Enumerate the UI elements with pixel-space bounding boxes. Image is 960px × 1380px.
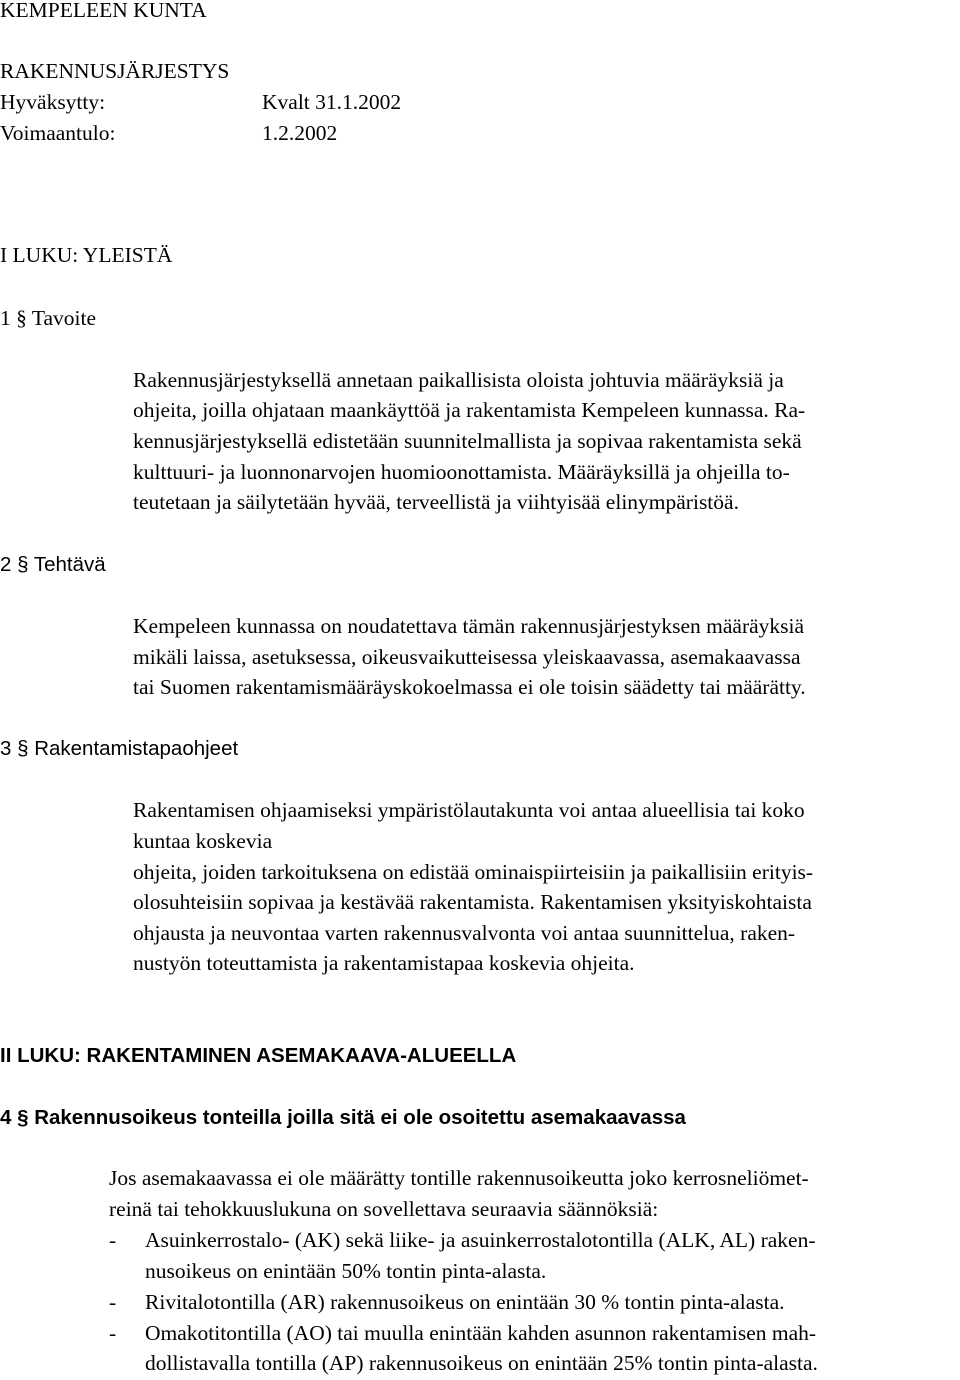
bullet-line: nusoikeus on enintään 50% tontin pinta-alasta. bbox=[145, 1259, 547, 1283]
section-4-line: Jos asemakaavassa ei ole määrätty tontille rakennusoikeutta joko kerrosneliömet- bbox=[109, 1166, 809, 1190]
chapter-2-title: II LUKU: RAKENTAMINEN ASEMAKAAVA-ALUEELLA bbox=[0, 1044, 517, 1067]
section-2-line: mikäli laissa, asetuksessa, oikeusvaikutteisessa yleiskaavassa, asemakaavassa bbox=[133, 645, 801, 669]
section-3-line: olosuhteisiin sopivaa ja kestävää rakentamista. Rakentamisen yksityiskohtaista bbox=[133, 890, 812, 914]
section-3-line: ohjausta ja neuvontaa varten rakennusvalvonta voi antaa suunnittelua, raken- bbox=[133, 921, 796, 945]
approved-label: Hyväksytty: bbox=[0, 90, 106, 114]
section-4-heading: 4 § Rakennusoikeus tonteilla joilla sitä ei ole osoitettu asemakaavassa bbox=[0, 1106, 686, 1129]
section-3-line: nustyön toteuttamista ja rakentamistapaa koskevia ohjeita. bbox=[133, 951, 635, 975]
document-title: RAKENNUSJÄRJESTYS bbox=[0, 59, 230, 83]
bullet-dash: - bbox=[109, 1321, 117, 1345]
bullet-line: Omakotitontilla (AO) tai muulla enintään kahden asunnon rakentamisen mah- bbox=[145, 1321, 817, 1345]
section-1-line: kennusjärjestyksellä edistetään suunnitelmallista ja sopivaa rakentamista sekä bbox=[133, 429, 802, 453]
municipality-name: KEMPELEEN KUNTA bbox=[0, 0, 207, 22]
section-3-heading: 3 § Rakentamistapaohjeet bbox=[0, 737, 239, 760]
effective-value: 1.2.2002 bbox=[262, 121, 338, 145]
chapter-1-title: I LUKU: YLEISTÄ bbox=[0, 243, 173, 267]
bullet-line: Rivitalotontilla (AR) rakennusoikeus on enintään 30 % tontin pinta-alasta. bbox=[145, 1290, 785, 1314]
bullet-line: dollistavalla tontilla (AP) rakennusoikeus on enintään 25% tontin pinta-alasta. bbox=[145, 1351, 818, 1375]
effective-label: Voimaantulo: bbox=[0, 121, 116, 145]
bullet-dash: - bbox=[109, 1228, 117, 1252]
section-2-heading: 2 § Tehtävä bbox=[0, 553, 106, 576]
bullet-dash: - bbox=[109, 1290, 117, 1314]
section-3-line: kuntaa koskevia bbox=[133, 829, 273, 853]
section-1-line: ohjeita, joilla ohjataan maankäyttöä ja rakentamista Kempeleen kunnassa. Ra- bbox=[133, 398, 806, 422]
approved-value: Kvalt 31.1.2002 bbox=[262, 90, 402, 114]
bullet-line: Asuinkerrostalo- (AK) sekä liike- ja asuinkerrostalotontilla (ALK, AL) raken- bbox=[145, 1228, 816, 1252]
section-1-line: Rakennusjärjestyksellä annetaan paikallisista oloista johtuvia määräyksiä ja bbox=[133, 368, 784, 392]
section-1-line: kulttuuri- ja luonnonarvojen huomioonottamista. Määräyksillä ja ohjeilla to- bbox=[133, 460, 790, 484]
section-3-line: ohjeita, joiden tarkoituksena on edistää ominaispiirteisiin ja paikallisiin erityis- bbox=[133, 860, 814, 884]
section-2-line: tai Suomen rakentamismääräyskokoelmassa ei ole toisin säädetty tai määrätty. bbox=[133, 675, 806, 699]
section-3-line: Rakentamisen ohjaamiseksi ympäristölautakunta voi antaa alueellisia tai koko bbox=[133, 798, 805, 822]
section-2-line: Kempeleen kunnassa on noudatettava tämän rakennusjärjestyksen määräyksiä bbox=[133, 614, 805, 638]
section-1-heading: 1 § Tavoite bbox=[0, 306, 97, 330]
section-1-line: teutetaan ja säilytetään hyvää, terveellistä ja viihtyisää elinympäristöä. bbox=[133, 490, 739, 514]
section-4-line: reinä tai tehokkuuslukuna on sovellettava seuraavia säännöksiä: bbox=[109, 1197, 659, 1221]
